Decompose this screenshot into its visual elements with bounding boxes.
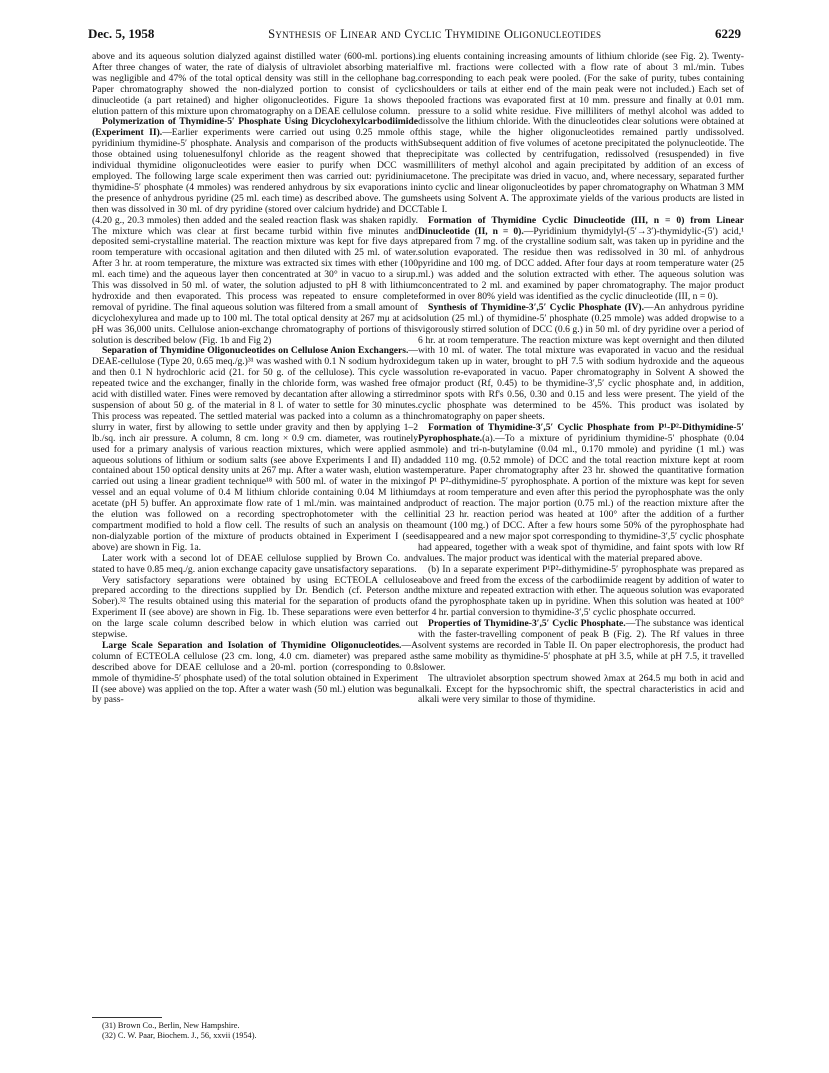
section-heading: Formation of Thymidine-3′,5′ Cyclic Phosphate from P¹-P²-Dithymidine-5′ Pyrophosphate. (418, 421, 744, 444)
paragraph (418, 565, 744, 620)
paragraph-text: Very satisfactory separations were obtained by using ECTEOLA cellulose prepared according to the directions supplied by Dr. Bendich (cf. Peterson and Sober).³² The results obtained using this material for the separation of products of Experiment II (see above) are shown in Fig. 1b. These separations were even better on the large scale column described below in which elution was carried out stepwise. (92, 574, 418, 641)
running-header (88, 26, 741, 46)
paragraph (92, 52, 418, 117)
footnote-rule (92, 1017, 162, 1018)
left-column (92, 52, 418, 706)
section-heading: Separation of Thymidine Oligonucleotides on Cellulose Anion Exchangers. (102, 345, 409, 357)
paragraph-text: —Earlier experiments were carried out using 0.25 mmole of pyridinium thymidine-5′ phosphate. Analysis and comparison of the products with those obtained using toluenesulfonyl chloride as the reagent showed that the individual thymidine oligonucleotides were easier to purify when DCC was employed. The following large scale experiment then was carried out: pyridinium thymidine-5′ phosphate (4 mmoles) was rendered anhydrous by six evaporations in the presence of anhydrous pyridine (25 ml. each time) as described above. The gum then was dissolved in 30 ml. of dry pyridine (stored over calcium hydride) and DCC (4.20 g., 20.3 mmoles) then added and the sealed reaction flask was shaken rapidly. The mixture which was clear at first became turbid within five minutes and deposited semi-crystalline material. The reaction mixture was kept for five days at room temperature with occasional agitation and then diluted with 25 ml. of water. After 3 hr. at room temperature, the mixture was extracted six times with ether (100 ml. each time) and the aqueous layer then concentrated at 30° in vacuo to a sirup. This was dissolved in 50 ml. of water, the solution adjusted to pH 8 with lithium hydroxide and then evaporated. This process was repeated to ensure complete removal of pyridine. The final aqueous solution was filtered from a small amount of dicyclohexylurea and made up to 100 ml. The total optical density at 267 mμ at acid pH was 36,000 units. Cellulose anion-exchange chromatography of portions of this solution is described below (Fig. 1b and Fig 2) (92, 127, 418, 346)
paragraph (92, 554, 418, 576)
paragraph-text: The ultraviolet absorption spectrum showed λmax at 264.5 mμ both in acid and alkali. Except for the hypsochromic shift, the spectral characteristics in acid and alkali were very similar to those of thymidine. (418, 672, 744, 706)
footnote: (32) C. W. Paar, Biochem. J., 56, xxvii (1954). (102, 1031, 257, 1040)
header-title: Synthesis of Linear and Cyclic Thymidine Oligonucleotides (268, 27, 602, 41)
paragraph-text: above and its aqueous solution dialyzed against distilled water (600-ml. portions). After three changes of water, the rate of dialysis of ultraviolet absorbing material was negligible and 47% of the total optical density was still in the cellophane bag. Paper chromatography showed the non-dialyzed portion to consist of cyclic dinucleotide (a part retained) and higher oligonucleotides. Figure 1a shows the elution pattern of this mixture upon chromatography on a DEAE cellulose column. (92, 51, 418, 117)
right-column (418, 52, 744, 706)
paragraph (418, 216, 744, 303)
paragraph-text: —Pyridinium thymidylyl-(5′→3′)-thymidylic-(5′) acid,¹ prepared from 7 mg. of the crystalline sodium salt, was taken up in pyridine and the solution evaporated. The residue then was redissolved in 30 ml. of anhydrous pyridine and 100 mg. of DCC added. After four days at room temperature water (25 ml.) was added and the solution extracted with ether. The aqueous solution was concentrated to 2 ml. and examined by paper chromatography. The major product formed in over 80% yield was identified as the cyclic dinucleotide (III, n = 0). (418, 225, 744, 302)
footnotes (92, 1013, 418, 1041)
paragraph (92, 576, 418, 641)
paragraph-text: —An anhydrous pyridine solution (25 ml.) of thymidine-5′ phosphate (0.25 mmole) was added dropwise to a vigorously stirred solution of DCC (0.6 g.) in 50 ml. of dry pyridine over a period of 6 hr. at room temperature. The reaction mixture was kept overnight and then diluted with 10 ml. of water. The total mixture was evaporated in vacuo and the residual gum taken up in water, brought to pH 7.5 with sodium hydroxide and the aqueous solution re-evaporated in vacuo. Paper chromatography in Solvent A showed the major product (Rf, 0.45) to be thymidine-3′,5′ cyclic phosphate and, in addition, minor spots with Rf's 0.56, 0.30 and 0.15 and less were present. The yield of the cyclic phosphate was determined to be 45%. This product was isolated by chromatography on paper sheets. (418, 301, 744, 422)
paragraph-text: —The substance was identical with the faster-travelling component of peak B (Fig. 2). The Rf values in three solvent systems are recorded in Table II. On paper electrophoresis, the product had the same mobility as thymidine-5′ phosphate at pH 3.5, while at pH 7.5, it travelled slower. (418, 618, 745, 673)
header-page-number: 6229 (714, 26, 741, 41)
section-heading: Formation of Thymidine Cyclic Dinucleotide (III, n = 0) from Linear Dinucleotide (II, n = 0). (418, 214, 744, 237)
paragraph (418, 423, 744, 565)
section-heading: Synthesis of Thymidine-3′,5′ Cyclic Phosphate (IV). (428, 301, 645, 313)
paragraph (418, 303, 744, 423)
paragraph (418, 619, 744, 674)
paragraph (92, 346, 418, 553)
paragraph-text: —DEAE-cellulose (Type 20, 0.65 meq./g.)³¹ was washed with 0.1 N sodium hydroxide and then 0.1 N hydrochloric acid (21. for 50 g. of the cellulose). This cycle was repeated twice and the exchanger, finally in the chloride form, was washed free of acid with distilled water. Fines were removed by decantation after allowing a stirred suspension of about 50 g. of the material in 8 l. of water to settle for 30 minutes. This process was repeated. The settled material was packed into a column as a thin slurry in water, first by allowing to settle under gravity and then by applying 1–2 lb./sq. inch air pressure. A column, 8 cm. long × 0.9 cm. diameter, was routinely used for a primary analysis of various reaction mixtures, which were applied as aqueous solutions of lithium or sodium salts (see above Experiments I and II) and contained about 150 optical density units at 267 mμ. After a water wash, elution was carried out using a linear gradient technique¹⁸ with 500 ml. of water in the mixing vessel and an equal volume of 0.4 M lithium chloride containing 0.04 M lithium acetate (pH 5) buffer. An approximate flow rate of 1 ml./min. was maintained and the elution was followed on a recording spectrophotometer with the cell compartment modified to hold a flow cell. The results of such an analysis on the non-dialyzable portion of the mixture of products obtained in Experiment I (see above) are shown in Fig. 1a. (92, 345, 418, 553)
paragraph-text: —A column of ECTEOLA cellulose (23 cm. long, 4.0 cm. diameter) was prepared as described above for DEAE cellulose and a 20-ml. portion (corresponding to 0.8 mmole of thymidine-5′ phosphate used) of the total solution obtained in Experiment II (see above) was applied on the top. After a water wash (50 ml.) elution was begun by pass- (92, 639, 418, 706)
paragraph (92, 117, 418, 346)
paragraph-text: (a).—To a mixture of pyridinium thymidine-5′ phosphate (0.04 mmole) and tri-n-butylamine (0.04 ml., 0.170 mmole) and pyridine (1 ml.) was added 110 mg. (0.52 mmole) of DCC and the total reaction mixture kept at room temperature. Paper chromatography after 23 hr. showed the quantitative formation of P¹ P²-dithymidine-5′ pyrophosphate. A portion of the mixture was kept for seven days at room temperature and even after this period the pyrophosphate was the only product of reaction. The major portion (0.75 ml.) of the reaction mixture after the initial 23 hr. reaction period was heated at 100° after the addition of a further amount (100 mg.) of DCC. After a few hours some 50% of the pyrophosphate had disappeared and a new major spot corresponding to thymidine-3′,5′ cyclic phosphate had appeared, together with a weak spot of thymidine, and faint spots with low Rf values. The major product was identical with the material prepared above. (418, 432, 744, 564)
paragraph (418, 52, 744, 216)
footnote: (31) Brown Co., Berlin, New Hampshire. (102, 1021, 240, 1030)
section-heading: Polymerization of Thymidine-5′ Phosphate Using Dicyclohexylcarbodiimide (Experiment II). (92, 116, 418, 139)
paragraph-text: ing eluents containing increasing amounts of lithium chloride (see Fig. 2). Twenty-five ml. fractions were collected with a flow rate of about 3 ml./min. Tubes corresponding to each peak were pooled. (For the sake of purity, tubes containing shoulders or tails at either end of the main peak were not included.) Each set of pooled fractions was evaporated first at 10 mm. pressure and finally at 0.01 mm. pressure to a solid white residue. Five milliliters of methyl alcohol was added to dissolve the lithium chloride. With the dinucleotides clear solutions were obtained at this stage, while the higher oligonucleotides remained partly undissolved. Subsequent addition of five volumes of acetone precipitated the polynucleotide. The precipitate was collected by centrifugation, redissolved (resuspended) in five milliliters of methyl alcohol and again precipitated by addition of an excess of acetone. The precipitate was dried in vacuo, and, where necessary, separated further into cyclic and linear oligonucleotides by paper chromatography on Whatman 3 MM sheets using Solvent A. The approximate yields of the various products are listed in Table I. (418, 51, 744, 215)
section-heading: Properties of Thymidine-3′,5′ Cyclic Phosphate. (428, 618, 626, 630)
section-heading: Large Scale Separation and Isolation of Thymidine Oligonucleotides. (102, 639, 402, 651)
paragraph-text: (b) In a separate experiment P¹P²-dithymidine-5′ pyrophosphate was prepared as above and freed from the excess of the carbodiimide reagent by addition of water to the mixture and repeated extraction with ether. The aqueous solution was evaporated and the pyrophosphate taken up in pyridine. When this solution was heated at 100° for 4 hr. partial conversion to thymidine-3′,5′ cyclic phosphate occurred. (418, 563, 744, 619)
paragraph-text: Later work with a second lot of DEAE cellulose supplied by Brown Co. and stated to have 0.85 meq./g. anion exchange capacity gave unsatisfactory separations. (92, 552, 418, 575)
header-date: Dec. 5, 1958 (88, 26, 155, 41)
paragraph (418, 674, 744, 707)
paragraph (92, 641, 418, 706)
